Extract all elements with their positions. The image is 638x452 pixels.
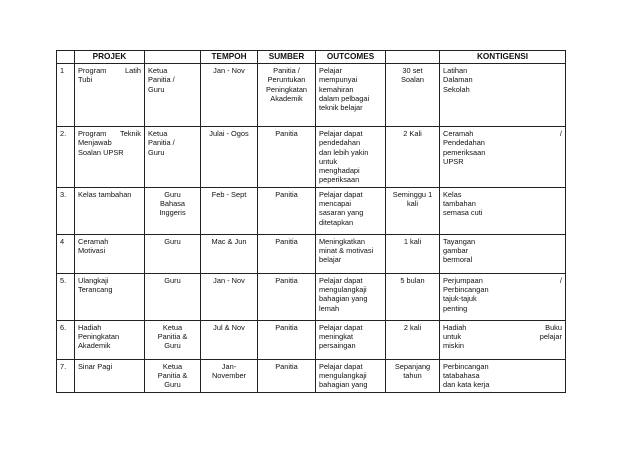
header-kontigensi: KONTIGENSI	[440, 51, 566, 64]
cell-line: Ketua	[162, 322, 183, 332]
cell-line: Pelajar dapat	[319, 129, 363, 138]
cell-line: 5 bulan	[400, 275, 425, 285]
cell-line: Peningkatan	[265, 84, 308, 94]
cell-line: mengulangkaji	[319, 371, 367, 381]
cell-outcomes	[316, 127, 386, 188]
cell-kontigensi	[440, 127, 566, 188]
table-row	[57, 234, 566, 273]
cell-line: sasaran yang	[319, 208, 364, 218]
cell-line: Program Latih	[78, 66, 141, 75]
cell-tempoh	[201, 320, 258, 359]
cell-pelaksana	[145, 187, 201, 234]
cell-line: November	[211, 371, 247, 381]
cell-projek	[75, 359, 145, 392]
cell-line: Ketua	[148, 66, 168, 75]
table-row	[57, 127, 566, 188]
cell-line: Guru	[164, 380, 181, 390]
cell-line: Jan-	[221, 361, 237, 371]
cell-line: tambahan	[443, 199, 476, 209]
cell-line: Pelajar	[319, 66, 343, 75]
cell-line: kemahiran	[319, 84, 354, 94]
cell-line: menghadapi	[319, 166, 360, 176]
cell-line: tajuk-tajuk	[443, 294, 477, 304]
cell-line: untuk	[319, 156, 338, 166]
cell-line: Peruntukan	[267, 75, 306, 85]
cell-line: Jan - Nov	[213, 66, 245, 75]
cell-line: untuk pelajar	[443, 332, 562, 342]
table-row	[57, 273, 566, 320]
cell-line: Dalaman	[443, 75, 473, 85]
cell-projek	[75, 187, 145, 234]
cell-line: Perbincangan	[443, 285, 489, 295]
cell-line: 2 Kali	[403, 129, 422, 138]
cell-line: Jul & Nov	[213, 322, 245, 332]
cell-line: Motivasi	[78, 246, 106, 256]
cell-kontigensi	[440, 359, 566, 392]
header-sumber: SUMBER	[258, 51, 316, 64]
cell-sumber	[258, 64, 316, 127]
cell-line: UPSR	[443, 156, 464, 166]
cell-no: 3.	[57, 187, 75, 234]
cell-line: Pelajar dapat	[319, 189, 363, 199]
cell-line: Panitia	[275, 236, 298, 246]
cell-line: Soalan UPSR	[78, 147, 124, 157]
cell-line: Soalan	[400, 75, 424, 85]
cell-line: Perbincangan	[443, 361, 489, 371]
cell-line: Guru	[164, 189, 181, 199]
cell-kontigensi	[440, 64, 566, 127]
cell-pelaksana	[145, 234, 201, 273]
plan-table-body	[57, 64, 566, 393]
cell-sasaran	[386, 359, 440, 392]
header-projek: PROJEK	[75, 51, 145, 64]
cell-projek	[75, 64, 145, 127]
cell-line: peperiksaan	[319, 175, 360, 185]
cell-kontigensi	[440, 320, 566, 359]
cell-pelaksana	[145, 127, 201, 188]
cell-projek	[75, 234, 145, 273]
table-row	[57, 64, 566, 127]
cell-line: bahagian yang	[319, 294, 368, 304]
cell-line: Panitia &	[157, 371, 188, 381]
cell-line: tatabahasa	[443, 371, 480, 381]
cell-line: dalam pelbagai	[319, 93, 370, 103]
table-row	[57, 187, 566, 234]
cell-line: Inggeris	[159, 208, 186, 218]
cell-line: belajar	[319, 255, 342, 265]
cell-tempoh	[201, 64, 258, 127]
cell-kontigensi	[440, 273, 566, 320]
cell-sumber	[258, 234, 316, 273]
cell-no: 1	[57, 64, 75, 127]
table-row	[57, 359, 566, 392]
cell-line: Seminggu 1	[392, 189, 433, 199]
cell-outcomes	[316, 187, 386, 234]
cell-kontigensi	[440, 187, 566, 234]
cell-line: tahun	[403, 371, 422, 381]
cell-line: meningkat	[319, 332, 354, 342]
cell-pelaksana	[145, 273, 201, 320]
cell-line: Pelajar dapat	[319, 361, 363, 371]
cell-outcomes	[316, 64, 386, 127]
cell-sumber	[258, 127, 316, 188]
cell-line: Panitia	[275, 275, 298, 285]
cell-line: Panitia /	[148, 138, 175, 148]
cell-pelaksana	[145, 320, 201, 359]
cell-sumber	[258, 273, 316, 320]
cell-outcomes	[316, 320, 386, 359]
cell-tempoh	[201, 273, 258, 320]
cell-line: miskin	[443, 341, 464, 351]
cell-line: 2 kali	[403, 322, 422, 332]
cell-tempoh	[201, 187, 258, 234]
cell-line: Akademik	[270, 93, 303, 103]
cell-line: 30 set	[402, 66, 423, 75]
cell-tempoh	[201, 234, 258, 273]
cell-projek	[75, 320, 145, 359]
cell-line: Pendedahan	[443, 138, 485, 148]
cell-projek	[75, 273, 145, 320]
cell-line: Ketua	[148, 129, 168, 138]
cell-no: 7.	[57, 359, 75, 392]
cell-sasaran	[386, 64, 440, 127]
cell-sasaran	[386, 320, 440, 359]
cell-outcomes	[316, 273, 386, 320]
header-pelaksana	[145, 51, 201, 64]
cell-tempoh	[201, 359, 258, 392]
cell-line: Panitia &	[157, 332, 188, 342]
cell-line: Jan - Nov	[213, 275, 245, 285]
cell-line: Guru	[164, 341, 181, 351]
cell-line: bahagian yang	[319, 380, 368, 390]
cell-line: Terancang	[78, 285, 113, 295]
cell-line: gambar	[443, 246, 469, 256]
cell-line: ditetapkan	[319, 217, 354, 227]
cell-projek	[75, 127, 145, 188]
cell-line: minat & motivasi	[319, 246, 374, 256]
cell-line: Latihan	[443, 66, 468, 75]
cell-line: Bahasa	[159, 199, 186, 209]
cell-line: Hadiah	[78, 322, 102, 332]
cell-line: pemeriksaan	[443, 147, 486, 157]
cell-line: Ulangkaji	[78, 275, 109, 285]
cell-line: pendedahan	[319, 138, 361, 148]
cell-pelaksana	[145, 64, 201, 127]
cell-sasaran	[386, 187, 440, 234]
cell-line: Pelajar dapat	[319, 322, 363, 332]
cell-line: Program Teknik	[78, 129, 141, 138]
cell-pelaksana	[145, 359, 201, 392]
header-no	[57, 51, 75, 64]
cell-line: Kelas	[443, 189, 462, 199]
cell-line: Tayangan	[443, 236, 476, 246]
cell-line: Panitia	[275, 361, 298, 371]
cell-line: Hadiah Buku	[443, 322, 562, 332]
cell-line: Tubi	[78, 75, 93, 85]
cell-line: semasa cuti	[443, 208, 483, 218]
cell-no: 4	[57, 234, 75, 273]
header-row	[57, 51, 566, 64]
cell-sumber	[258, 187, 316, 234]
cell-line: Meningkatkan	[319, 236, 366, 246]
cell-line: Peningkatan	[78, 332, 120, 342]
cell-line: persaingan	[319, 341, 356, 351]
cell-line: penting	[443, 303, 468, 313]
plan-table	[56, 50, 566, 393]
cell-line: Ketua	[162, 361, 183, 371]
cell-outcomes	[316, 234, 386, 273]
cell-line: Julai - Ogos	[209, 129, 249, 138]
table-row	[57, 320, 566, 359]
cell-line: dan lebih yakin	[319, 147, 369, 157]
cell-no: 5.	[57, 273, 75, 320]
cell-line: Sepanjang	[394, 361, 431, 371]
cell-line: Menjawab	[78, 138, 112, 148]
cell-no: 6.	[57, 320, 75, 359]
cell-sumber	[258, 320, 316, 359]
cell-line: teknik belajar	[319, 103, 363, 113]
cell-tempoh	[201, 127, 258, 188]
cell-no: 2.	[57, 127, 75, 188]
cell-line: Guru	[148, 84, 165, 94]
cell-line: Ceramah /	[443, 129, 562, 138]
cell-line: Panitia	[275, 129, 298, 138]
cell-line: Perjumpaan /	[443, 275, 562, 285]
cell-line: mencapai	[319, 199, 352, 209]
cell-line: lemah	[319, 303, 340, 313]
cell-sasaran	[386, 234, 440, 273]
cell-line: Panitia	[275, 189, 298, 199]
cell-line: Pelajar dapat	[319, 275, 363, 285]
cell-line: Guru	[164, 275, 181, 285]
cell-line: Akademik	[78, 341, 111, 351]
cell-line: Guru	[164, 236, 181, 246]
cell-line: Ceramah	[78, 236, 109, 246]
cell-outcomes	[316, 359, 386, 392]
cell-sumber	[258, 359, 316, 392]
cell-sasaran	[386, 273, 440, 320]
cell-line: Feb - Sept	[211, 189, 247, 199]
header-outcomes: OUTCOMES	[316, 51, 386, 64]
cell-line: Panitia /	[273, 66, 300, 75]
cell-line: Kelas tambahan	[78, 189, 132, 199]
cell-kontigensi	[440, 234, 566, 273]
cell-line: mengulangkaji	[319, 285, 367, 295]
cell-line: Panitia /	[148, 75, 175, 85]
cell-sasaran	[386, 127, 440, 188]
header-tempoh: TEMPOH	[201, 51, 258, 64]
cell-line: bermoral	[443, 255, 473, 265]
cell-line: dan kata kerja	[443, 380, 490, 390]
cell-line: kali	[406, 199, 419, 209]
cell-line: 1 kali	[403, 236, 422, 246]
cell-line: Sekolah	[443, 84, 470, 94]
cell-line: Sinar Pagi	[78, 361, 113, 371]
cell-line: mempunyai	[319, 75, 358, 85]
cell-line: Panitia	[275, 322, 298, 332]
cell-line: Guru	[148, 147, 165, 157]
cell-line: Mac & Jun	[211, 236, 247, 246]
header-sasaran	[386, 51, 440, 64]
